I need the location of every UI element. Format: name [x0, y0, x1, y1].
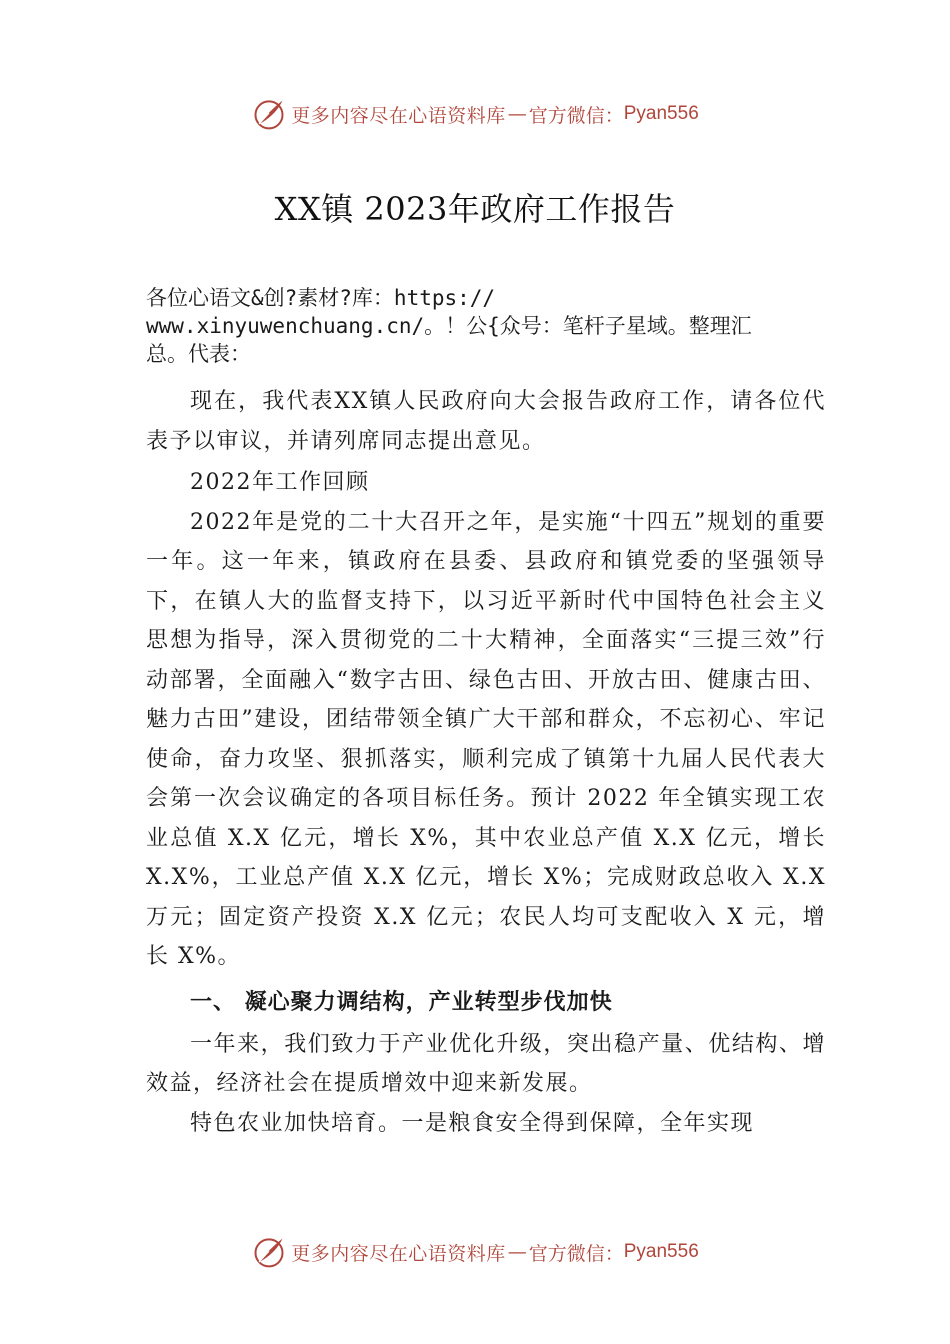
section-heading-1: 一、 凝心聚力调结构，产业转型步伐加快 — [190, 989, 613, 1015]
quill-logo-icon — [251, 1234, 287, 1270]
banner-main-text: 更多内容尽在心语资料库 — [291, 1242, 506, 1265]
banner-wechat-id: Pyan556 — [623, 103, 699, 124]
banner-dash: — — [507, 103, 527, 125]
banner-main-text: 更多内容尽在心语资料库 — [291, 104, 506, 127]
section-review-title: 2022年工作回顾 — [190, 470, 370, 495]
intro-line: 总。代表： — [146, 342, 251, 366]
banner-wechat-label: 官方微信： — [528, 104, 624, 127]
banner-wechat-label: 官方微信： — [528, 1242, 624, 1265]
paragraph-review: 2022年是党的二十大召开之年，是实施“十四五”规划的重要一年。这一年来，镇政府在县委、县政府和镇党委的坚强领导下，在镇人大的监督支持下，以习近平新时代中国特色社会主义思想为指导，深入贯彻党的二十大精神，全面落实“三提三效”行动部署，全面融入“数字古田、绿色古田、开放古田、健康古田、魅力古田”建设，团结带领全镇广大干部和群众，不忘初心、牢记使命，奋力攻坚、狠抓落实，顺利完成了镇第十九届人民代表大会第一次会议确定的各项目标任务。预计 2022 年全镇实现工农业总值 X.X 亿元，增长 X%，其中农业总产值 X.X 亿元，增长 X.X%，工业总产值 X.X 亿元，增长 X%；完成财政总收入 X.X 万元；固定资产投资 X.X 亿元；农民人均可支配收入 X 元，增长 X%。 — [146, 509, 826, 969]
document-title: XX镇 2023年政府工作报告 — [274, 190, 676, 228]
watermark-banner-top — [0, 94, 950, 134]
paragraph-structure: 一年来，我们致力于产业优化升级，突出稳产量、优结构、增效益，经济社会在提质增效中迎来新发展。 — [146, 1031, 826, 1096]
quill-logo-icon — [251, 96, 287, 132]
intro-line: www.xinyuwenchuang.cn/。！公{众号：笔杆子星域。整理汇 — [146, 314, 752, 338]
intro-paragraph — [146, 284, 826, 368]
watermark-banner-bottom — [0, 1232, 950, 1272]
paragraph-opening: 现在，我代表XX镇人民政府向大会报告政府工作，请各位代表予以审议，并请列席同志提出意见。 — [146, 389, 826, 454]
intro-line: 各位心语文&创?素材?库：https:// — [146, 286, 496, 310]
paragraph-agriculture: 特色农业加快培育。一是粮食安全得到保障，全年实现 — [190, 1110, 755, 1136]
banner-wechat-id: Pyan556 — [623, 1241, 699, 1262]
banner-dash: — — [507, 1241, 527, 1263]
document-body — [146, 284, 826, 1143]
